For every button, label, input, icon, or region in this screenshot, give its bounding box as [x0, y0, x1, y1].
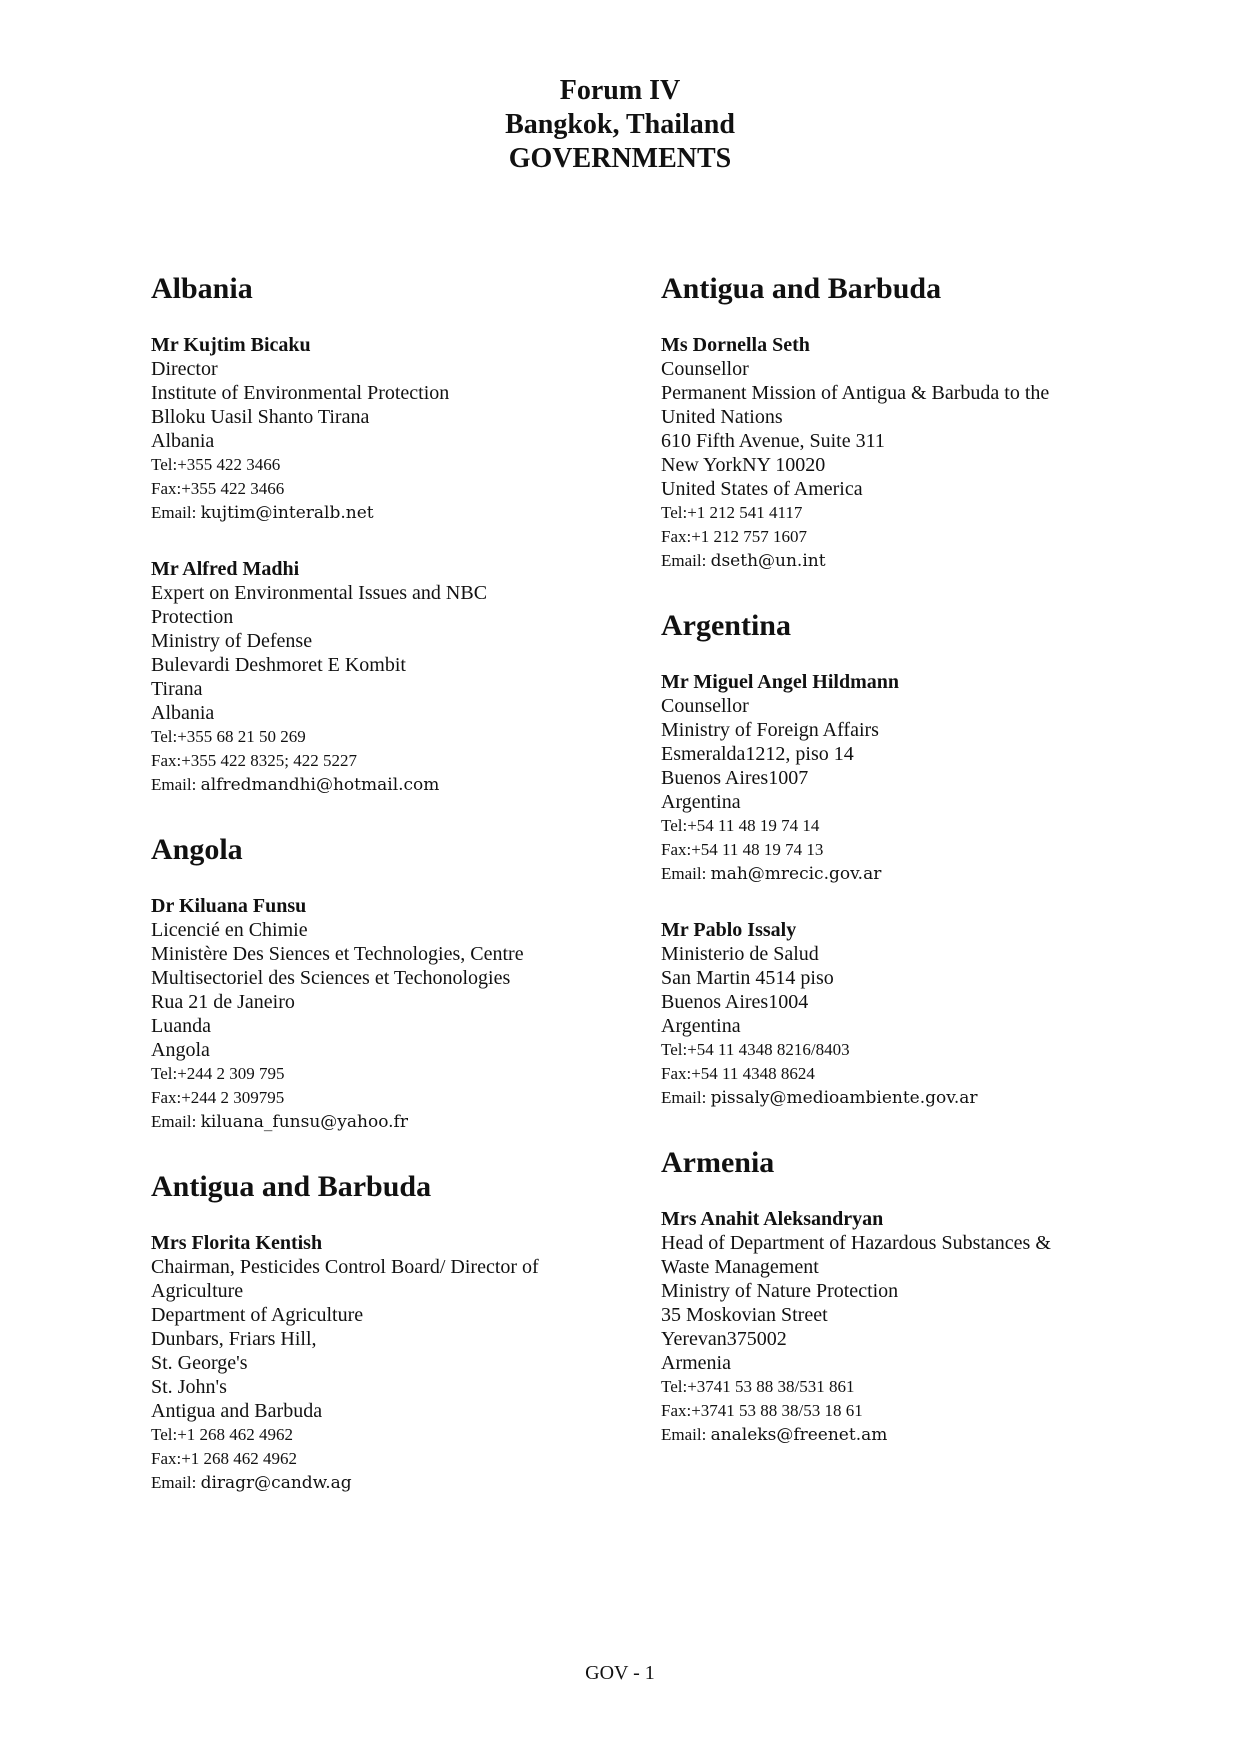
email-label: Email: — [151, 503, 197, 522]
contact-email-row — [151, 773, 621, 797]
email-address: diragr@candw.ag — [200, 1473, 352, 1493]
email-label: Email: — [661, 864, 707, 883]
contact-detail-line: Buenos Aires1004 — [661, 991, 809, 1013]
email-address: alfredmandhi@hotmail.com — [200, 775, 440, 795]
contact-name: Dr Kiluana Funsu — [151, 895, 307, 917]
contact-tel: Tel:+355 422 3466 — [151, 455, 281, 474]
contact-detail-line: Counsellor — [661, 358, 749, 380]
contact-tel: Tel:+1 212 541 4117 — [661, 503, 803, 522]
email-label: Email: — [661, 551, 707, 570]
contact-name: Mr Kujtim Bicaku — [151, 334, 311, 356]
contact-detail-line: San Martin 4514 piso — [661, 967, 834, 989]
email-address: pissaly@medioambiente.gov.ar — [710, 1088, 978, 1108]
contact-entry — [661, 670, 1101, 886]
contact-entry — [151, 894, 621, 1134]
contact-detail-line: Institute of Environmental Protection — [151, 382, 450, 404]
contact-detail-line: Argentina — [661, 791, 741, 813]
country-heading: Armenia — [661, 1146, 775, 1179]
contact-detail-line: Department of Agriculture — [151, 1304, 364, 1326]
contact-detail-line: Multisectoriel des Sciences et Techonologies — [151, 967, 511, 989]
contact-email-row — [661, 862, 1101, 886]
contact-email-row — [661, 1423, 1101, 1447]
email-label: Email: — [661, 1088, 707, 1107]
email-label: Email: — [661, 1425, 707, 1444]
contact-detail-line: Ministry of Foreign Affairs — [661, 719, 879, 741]
contact-tel: Tel:+244 2 309 795 — [151, 1064, 285, 1083]
contact-detail-line: United States of America — [661, 478, 863, 500]
section-title: GOVERNMENTS — [508, 143, 732, 174]
contact-entry — [661, 1207, 1101, 1447]
contact-detail-line: Tirana — [151, 678, 203, 700]
contact-detail-line: Protection — [151, 606, 234, 628]
contact-tel: Tel:+54 11 48 19 74 14 — [661, 816, 820, 835]
contact-detail-line: Argentina — [661, 1015, 741, 1037]
contact-detail-line: Albania — [151, 702, 215, 724]
contact-detail-line: 35 Moskovian Street — [661, 1304, 828, 1326]
contact-fax: Fax:+244 2 309795 — [151, 1088, 285, 1107]
contact-name: Mrs Anahit Aleksandryan — [661, 1208, 884, 1230]
country-heading: Albania — [151, 272, 253, 305]
contact-detail-line: Blloku Uasil Shanto Tirana — [151, 406, 370, 428]
contact-name: Ms Dornella Seth — [661, 334, 810, 356]
contact-fax: Fax:+355 422 8325; 422 5227 — [151, 751, 358, 770]
contact-name: Mrs Florita Kentish — [151, 1232, 323, 1254]
contact-detail-line: Counsellor — [661, 695, 749, 717]
contact-tel: Tel:+54 11 4348 8216/8403 — [661, 1040, 850, 1059]
country-section — [151, 270, 621, 797]
page-number: GOV - 1 — [585, 1662, 655, 1684]
contact-detail-line: Esmeralda1212, piso 14 — [661, 743, 854, 765]
contact-detail-line: Albania — [151, 430, 215, 452]
contact-fax: Fax:+1 212 757 1607 — [661, 527, 808, 546]
contact-detail-line: Agriculture — [151, 1280, 244, 1302]
contact-email-row — [151, 1471, 621, 1495]
country-heading: Argentina — [661, 609, 791, 642]
country-section — [151, 1168, 621, 1495]
contact-detail-line: Waste Management — [661, 1256, 819, 1278]
contact-detail-line: Head of Department of Hazardous Substances & — [661, 1232, 1051, 1254]
contact-fax: Fax:+54 11 48 19 74 13 — [661, 840, 824, 859]
email-label: Email: — [151, 1473, 197, 1492]
email-label: Email: — [151, 775, 197, 794]
contact-detail-line: Ministerio de Salud — [661, 943, 819, 965]
contact-detail-line: 610 Fifth Avenue, Suite 311 — [661, 430, 885, 452]
contact-detail-line: St. John's — [151, 1376, 227, 1398]
contact-email-row — [151, 501, 621, 525]
country-heading: Antigua and Barbuda — [151, 1170, 432, 1203]
contact-detail-line: Yerevan375002 — [661, 1328, 787, 1350]
contact-detail-line: Armenia — [661, 1352, 731, 1374]
contact-entry — [661, 333, 1101, 573]
contact-detail-line: Chairman, Pesticides Control Board/ Director of — [151, 1256, 539, 1278]
contact-detail-line: New YorkNY 10020 — [661, 454, 826, 476]
right-column — [661, 270, 1101, 1481]
contact-tel: Tel:+355 68 21 50 269 — [151, 727, 306, 746]
email-address: kiluana_funsu@yahoo.fr — [200, 1112, 408, 1132]
contact-detail-line: Ministère Des Siences et Technologies, Centre — [151, 943, 524, 965]
contact-detail-line: Antigua and Barbuda — [151, 1400, 323, 1422]
location-title: Bangkok, Thailand — [505, 109, 735, 140]
contact-detail-line: United Nations — [661, 406, 783, 428]
contact-fax: Fax:+3741 53 88 38/53 18 61 — [661, 1401, 863, 1420]
contact-detail-line: Ministry of Defense — [151, 630, 313, 652]
contact-fax: Fax:+355 422 3466 — [151, 479, 285, 498]
forum-title: Forum IV — [559, 75, 681, 106]
contact-entry — [151, 557, 621, 797]
country-section — [661, 607, 1101, 1110]
contact-detail-line: Expert on Environmental Issues and NBC — [151, 582, 488, 604]
country-section — [151, 831, 621, 1134]
country-section — [661, 1144, 1101, 1447]
left-column — [151, 270, 621, 1529]
email-label: Email: — [151, 1112, 197, 1131]
contact-detail-line: Angola — [151, 1039, 210, 1061]
contact-detail-line: Buenos Aires1007 — [661, 767, 809, 789]
contact-name: Mr Miguel Angel Hildmann — [661, 671, 899, 693]
email-address: analeks@freenet.am — [710, 1425, 888, 1445]
contact-name: Mr Alfred Madhi — [151, 558, 300, 580]
contact-fax: Fax:+54 11 4348 8624 — [661, 1064, 815, 1083]
contact-email-row — [661, 549, 1101, 573]
contact-detail-line: Licencié en Chimie — [151, 919, 308, 941]
contact-email-row — [151, 1110, 621, 1134]
contact-tel: Tel:+3741 53 88 38/531 861 — [661, 1377, 855, 1396]
contact-detail-line: Dunbars, Friars Hill, — [151, 1328, 317, 1350]
contact-detail-line: Director — [151, 358, 218, 380]
contact-tel: Tel:+1 268 462 4962 — [151, 1425, 294, 1444]
document-header — [0, 74, 1240, 176]
contact-email-row — [661, 1086, 1101, 1110]
contact-detail-line: Ministry of Nature Protection — [661, 1280, 899, 1302]
contact-detail-line: Rua 21 de Janeiro — [151, 991, 295, 1013]
email-address: mah@mrecic.gov.ar — [710, 864, 882, 884]
contact-detail-line: St. George's — [151, 1352, 248, 1374]
contact-entry — [151, 1231, 621, 1495]
country-heading: Antigua and Barbuda — [661, 272, 942, 305]
email-address: kujtim@interalb.net — [200, 503, 374, 523]
email-address: dseth@un.int — [710, 551, 826, 571]
contact-detail-line: Permanent Mission of Antigua & Barbuda to the — [661, 382, 1050, 404]
contact-name: Mr Pablo Issaly — [661, 919, 797, 941]
contact-detail-line: Luanda — [151, 1015, 211, 1037]
country-section — [661, 270, 1101, 573]
country-heading: Angola — [151, 833, 243, 866]
contact-fax: Fax:+1 268 462 4962 — [151, 1449, 298, 1468]
contact-detail-line: Bulevardi Deshmoret E Kombit — [151, 654, 406, 676]
contact-entry — [661, 918, 1101, 1110]
contact-entry — [151, 333, 621, 525]
